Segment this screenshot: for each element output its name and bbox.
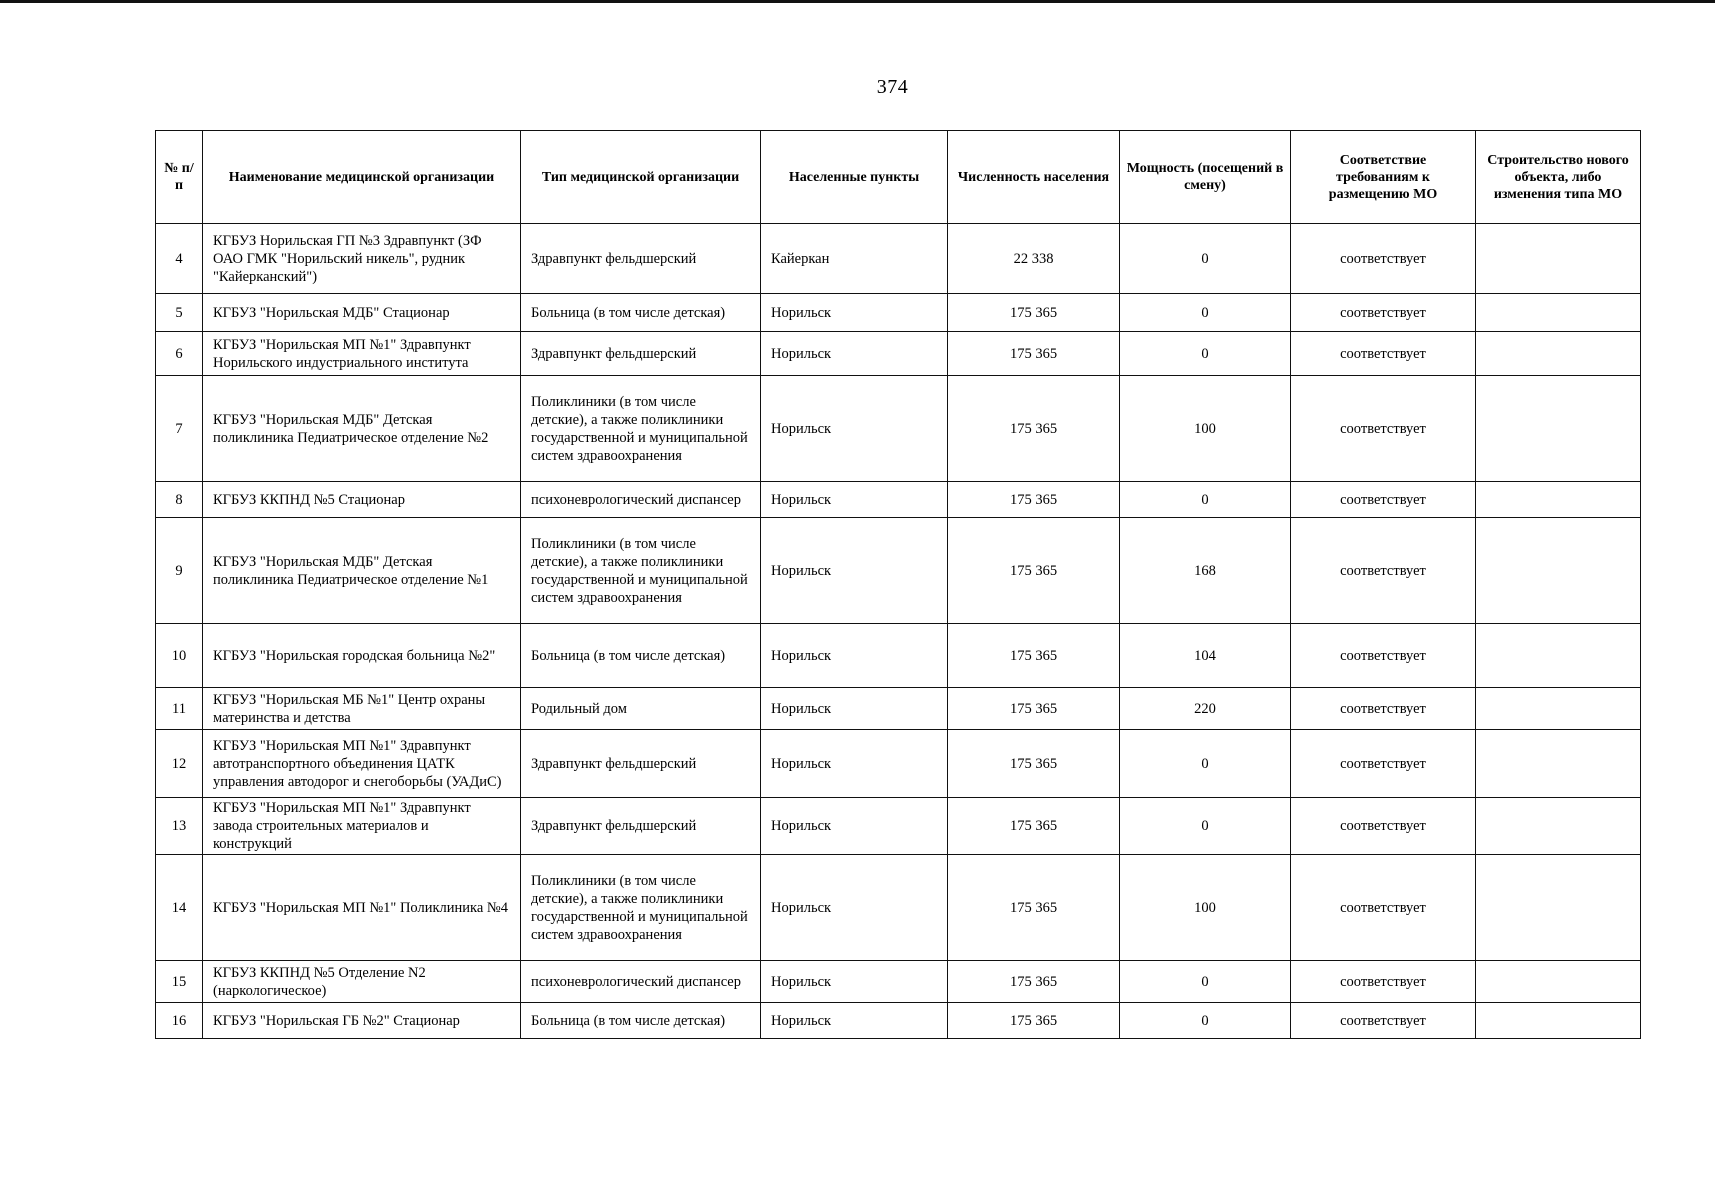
- table-row: [156, 1003, 1641, 1039]
- organization-name-cell: КГБУЗ ККПНД №5 Отделение N2 (наркологическое): [203, 961, 521, 1003]
- population-cell: 175 365: [948, 730, 1120, 798]
- settlement-cell: Норильск: [761, 961, 948, 1003]
- population-cell: 175 365: [948, 1003, 1120, 1039]
- header-population: Численность населения: [948, 131, 1120, 224]
- organization-type-cell: Поликлиники (в том числе детские), а также поликлиники государственной и муниципальной систем здравоохранения: [521, 855, 761, 961]
- table-row: [156, 624, 1641, 688]
- organization-type-cell: Больница (в том числе детская): [521, 1003, 761, 1039]
- organization-type-cell: Поликлиники (в том числе детские), а также поликлиники государственной и муниципальной систем здравоохранения: [521, 376, 761, 482]
- organization-type-cell: Больница (в том числе детская): [521, 624, 761, 688]
- construction-change-cell: [1476, 855, 1641, 961]
- construction-change-cell: [1476, 624, 1641, 688]
- organization-name-cell: КГБУЗ "Норильская МП №1" Здравпункт Норильского индустриального института: [203, 332, 521, 376]
- capacity-cell: 0: [1120, 224, 1291, 294]
- compliance-status-cell: соответствует: [1291, 624, 1476, 688]
- row-number-cell: 15: [156, 961, 203, 1003]
- organization-name-cell: КГБУЗ "Норильская МДБ" Детская поликлиника Педиатрическое отделение №2: [203, 376, 521, 482]
- population-cell: 175 365: [948, 294, 1120, 332]
- row-number-cell: 4: [156, 224, 203, 294]
- construction-change-cell: [1476, 482, 1641, 518]
- row-number-cell: 13: [156, 798, 203, 855]
- table-row: [156, 332, 1641, 376]
- organization-type-cell: Родильный дом: [521, 688, 761, 730]
- organization-type-cell: Здравпункт фельдшерский: [521, 332, 761, 376]
- table-row: [156, 294, 1641, 332]
- construction-change-cell: [1476, 332, 1641, 376]
- header-organization-name: Наименование медицинской организации: [203, 131, 521, 224]
- settlement-cell: Норильск: [761, 294, 948, 332]
- compliance-status-cell: соответствует: [1291, 224, 1476, 294]
- capacity-cell: 0: [1120, 482, 1291, 518]
- header-capacity: Мощность (посещений в смену): [1120, 131, 1291, 224]
- population-cell: 175 365: [948, 855, 1120, 961]
- construction-change-cell: [1476, 294, 1641, 332]
- row-number-cell: 11: [156, 688, 203, 730]
- organization-type-cell: Здравпункт фельдшерский: [521, 224, 761, 294]
- construction-change-cell: [1476, 224, 1641, 294]
- compliance-status-cell: соответствует: [1291, 376, 1476, 482]
- settlement-cell: Норильск: [761, 730, 948, 798]
- row-number-cell: 10: [156, 624, 203, 688]
- organization-name-cell: КГБУЗ "Норильская МБ №1" Центр охраны материнства и детства: [203, 688, 521, 730]
- settlement-cell: Норильск: [761, 332, 948, 376]
- capacity-cell: 0: [1120, 1003, 1291, 1039]
- row-number-cell: 14: [156, 855, 203, 961]
- construction-change-cell: [1476, 961, 1641, 1003]
- compliance-status-cell: соответствует: [1291, 1003, 1476, 1039]
- capacity-cell: 0: [1120, 332, 1291, 376]
- table-row: [156, 224, 1641, 294]
- table-row: [156, 798, 1641, 855]
- header-number: № п/п: [156, 131, 203, 224]
- capacity-cell: 0: [1120, 798, 1291, 855]
- construction-change-cell: [1476, 730, 1641, 798]
- construction-change-cell: [1476, 1003, 1641, 1039]
- organization-name-cell: КГБУЗ ККПНД №5 Стационар: [203, 482, 521, 518]
- capacity-cell: 220: [1120, 688, 1291, 730]
- compliance-status-cell: соответствует: [1291, 730, 1476, 798]
- organization-name-cell: КГБУЗ "Норильская МП №1" Поликлиника №4: [203, 855, 521, 961]
- row-number-cell: 16: [156, 1003, 203, 1039]
- compliance-status-cell: соответствует: [1291, 294, 1476, 332]
- row-number-cell: 6: [156, 332, 203, 376]
- table-body: [156, 224, 1641, 1039]
- table-row: [156, 376, 1641, 482]
- organization-type-cell: Поликлиники (в том числе детские), а также поликлиники государственной и муниципальной систем здравоохранения: [521, 518, 761, 624]
- capacity-cell: 0: [1120, 730, 1291, 798]
- organization-type-cell: Здравпункт фельдшерский: [521, 798, 761, 855]
- population-cell: 175 365: [948, 624, 1120, 688]
- compliance-status-cell: соответствует: [1291, 961, 1476, 1003]
- table-row: [156, 482, 1641, 518]
- settlement-cell: Норильск: [761, 798, 948, 855]
- organization-name-cell: КГБУЗ "Норильская городская больница №2": [203, 624, 521, 688]
- settlement-cell: Норильск: [761, 376, 948, 482]
- construction-change-cell: [1476, 518, 1641, 624]
- organization-name-cell: КГБУЗ "Норильская МП №1" Здравпункт завода строительных материалов и конструкций: [203, 798, 521, 855]
- population-cell: 175 365: [948, 798, 1120, 855]
- organization-name-cell: КГБУЗ "Норильская ГБ №2" Стационар: [203, 1003, 521, 1039]
- header-construction: Строительство нового объекта, либо изменения типа МО: [1476, 131, 1641, 224]
- population-cell: 175 365: [948, 332, 1120, 376]
- capacity-cell: 0: [1120, 294, 1291, 332]
- organization-type-cell: Больница (в том числе детская): [521, 294, 761, 332]
- row-number-cell: 12: [156, 730, 203, 798]
- row-number-cell: 8: [156, 482, 203, 518]
- header-organization-type: Тип медицинской организации: [521, 131, 761, 224]
- population-cell: 175 365: [948, 688, 1120, 730]
- page-number: 374: [876, 76, 909, 98]
- organization-type-cell: Здравпункт фельдшерский: [521, 730, 761, 798]
- table-row: [156, 688, 1641, 730]
- capacity-cell: 100: [1120, 376, 1291, 482]
- capacity-cell: 104: [1120, 624, 1291, 688]
- row-number-cell: 9: [156, 518, 203, 624]
- settlement-cell: Норильск: [761, 688, 948, 730]
- header-compliance: Соответствие требованиям к размещению МО: [1291, 131, 1476, 224]
- row-number-cell: 7: [156, 376, 203, 482]
- population-cell: 175 365: [948, 961, 1120, 1003]
- construction-change-cell: [1476, 376, 1641, 482]
- settlement-cell: Норильск: [761, 482, 948, 518]
- population-cell: 175 365: [948, 482, 1120, 518]
- construction-change-cell: [1476, 688, 1641, 730]
- table-header-row: [156, 131, 1641, 224]
- organization-name-cell: КГБУЗ "Норильская МДБ" Стационар: [203, 294, 521, 332]
- compliance-status-cell: соответствует: [1291, 482, 1476, 518]
- table-row: [156, 518, 1641, 624]
- organization-name-cell: КГБУЗ "Норильская МДБ" Детская поликлиника Педиатрическое отделение №1: [203, 518, 521, 624]
- capacity-cell: 168: [1120, 518, 1291, 624]
- capacity-cell: 100: [1120, 855, 1291, 961]
- population-cell: 22 338: [948, 224, 1120, 294]
- settlement-cell: Кайеркан: [761, 224, 948, 294]
- population-cell: 175 365: [948, 376, 1120, 482]
- capacity-cell: 0: [1120, 961, 1291, 1003]
- compliance-status-cell: соответствует: [1291, 518, 1476, 624]
- top-scan-border: [0, 0, 1715, 3]
- table-row: [156, 961, 1641, 1003]
- organization-name-cell: КГБУЗ "Норильская МП №1" Здравпункт автотранспортного объединения ЦАТК управления автодорог и снегоборьбы (УАДиС): [203, 730, 521, 798]
- compliance-status-cell: соответствует: [1291, 332, 1476, 376]
- organization-type-cell: психоневрологический диспансер: [521, 961, 761, 1003]
- row-number-cell: 5: [156, 294, 203, 332]
- construction-change-cell: [1476, 798, 1641, 855]
- table-row: [156, 855, 1641, 961]
- compliance-status-cell: соответствует: [1291, 855, 1476, 961]
- organization-type-cell: психоневрологический диспансер: [521, 482, 761, 518]
- settlement-cell: Норильск: [761, 518, 948, 624]
- medical-organizations-table: [155, 130, 1641, 1039]
- settlement-cell: Норильск: [761, 1003, 948, 1039]
- table-row: [156, 730, 1641, 798]
- population-cell: 175 365: [948, 518, 1120, 624]
- compliance-status-cell: соответствует: [1291, 798, 1476, 855]
- settlement-cell: Норильск: [761, 855, 948, 961]
- organization-name-cell: КГБУЗ Норильская ГП №3 Здравпункт (ЗФ ОАО ГМК "Норильский никель", рудник "Кайерканский"): [203, 224, 521, 294]
- compliance-status-cell: соответствует: [1291, 688, 1476, 730]
- header-settlements: Населенные пункты: [761, 131, 948, 224]
- settlement-cell: Норильск: [761, 624, 948, 688]
